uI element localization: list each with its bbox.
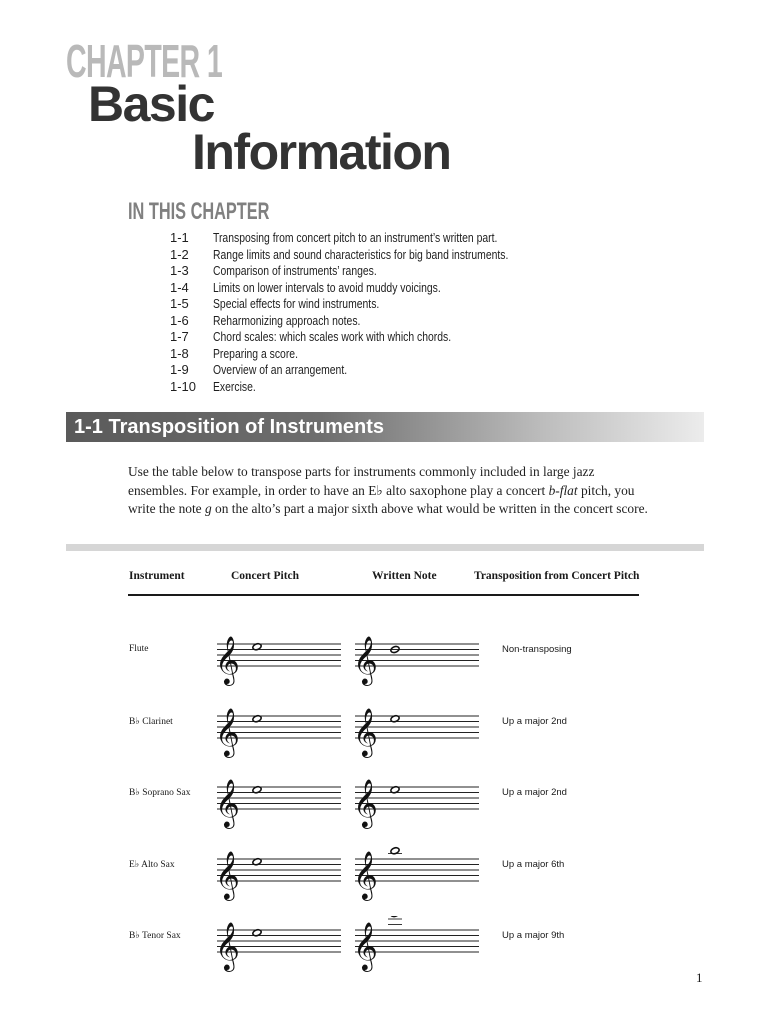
treble-clef-icon: 𝄞	[353, 635, 378, 684]
written-note-staff	[353, 845, 483, 907]
chapter-label: CHAPTER 1	[66, 35, 223, 87]
header-concert-pitch: Concert Pitch	[231, 570, 300, 582]
instrument-name: B♭ Tenor Sax	[129, 931, 181, 941]
chapter-contents-number: 1-8	[170, 345, 189, 361]
table-row	[0, 773, 768, 843]
written-note-staff	[353, 773, 483, 835]
chapter-contents-item	[170, 362, 582, 379]
instrument-name: Flute	[129, 644, 149, 654]
chapter-contents-number: 1-2	[170, 246, 189, 262]
whole-note	[390, 916, 400, 918]
chapter-contents-number: 1-3	[170, 263, 189, 278]
chapter-contents-number: 1-6	[170, 312, 189, 328]
chapter-contents-text: Exercise.	[213, 378, 256, 394]
intro-text-3: pitch, you write the note	[128, 482, 635, 516]
gray-divider	[66, 544, 704, 551]
transposition-value: Non-transposing	[502, 644, 572, 655]
table-row	[0, 845, 768, 915]
section-title: 1-1 Transposition of Instruments	[74, 416, 385, 438]
intro-emphasis-g: g	[204, 501, 212, 516]
written-note-staff	[353, 916, 483, 978]
concert-pitch-staff	[215, 702, 345, 764]
header-written-note: Written Note	[372, 570, 437, 582]
chapter-contents-text: Transposing from concert pitch to an instrument’s written part.	[213, 230, 498, 245]
chapter-contents-number: 1-1	[170, 230, 189, 245]
chapter-contents-number: 1-7	[170, 329, 189, 344]
chapter-contents-list	[170, 230, 582, 395]
chapter-contents-item	[170, 313, 582, 330]
table-row	[0, 702, 768, 772]
concert-pitch-staff	[215, 845, 345, 907]
treble-clef-icon: 𝄞	[215, 778, 240, 827]
instrument-name: E♭ Alto Sax	[129, 859, 175, 870]
chapter-contents-item	[170, 379, 582, 396]
chapter-contents-item	[170, 329, 582, 346]
instrument-name: B♭ Soprano Sax	[129, 788, 191, 798]
chapter-contents-number: 1-9	[170, 362, 189, 377]
header-instrument: Instrument	[129, 570, 185, 582]
treble-clef-icon: 𝄞	[353, 706, 378, 756]
section-banner	[66, 412, 704, 442]
chapter-contents-item	[170, 263, 582, 280]
chapter-contents-text: Chord scales: which scales work with which chords.	[213, 329, 452, 344]
chapter-contents-number: 1-5	[170, 296, 189, 311]
chapter-contents-item	[170, 247, 582, 264]
written-note-staff	[353, 630, 483, 692]
concert-pitch-staff	[215, 630, 345, 692]
chapter-title-line-1: Basic	[88, 76, 214, 132]
in-this-chapter-heading: IN THIS CHAPTER	[128, 198, 270, 225]
chapter-contents-text: Reharmonizing approach notes.	[213, 312, 361, 328]
treble-clef-icon: 𝄞	[353, 778, 378, 827]
transposition-value: Up a major 9th	[502, 930, 565, 941]
intro-text-2: alto saxophone play a concert	[382, 482, 549, 498]
treble-clef-icon: 𝄞	[215, 849, 240, 899]
page-number: 1	[696, 970, 703, 985]
chapter-contents-item	[170, 296, 582, 313]
chapter-contents-item	[170, 346, 582, 363]
transposition-value: Up a major 2nd	[502, 787, 567, 798]
instrument-name: B♭ Clarinet	[129, 716, 173, 727]
chapter-contents-text: Comparison of instruments’ ranges.	[213, 263, 377, 278]
transposition-value: Up a major 6th	[502, 858, 565, 870]
chapter-contents-text: Overview of an arrangement.	[213, 362, 348, 377]
chapter-contents-text: Special effects for wind instruments.	[213, 296, 380, 311]
header-transposition: Transposition from Concert Pitch	[474, 570, 640, 582]
concert-pitch-staff	[215, 773, 345, 835]
concert-pitch-staff	[215, 916, 345, 978]
chapter-contents-number: 1-4	[170, 279, 189, 295]
table-row	[0, 630, 768, 700]
chapter-contents-item	[170, 280, 582, 297]
header-rule	[128, 594, 639, 596]
chapter-contents-text: Preparing a score.	[213, 345, 298, 361]
intro-paragraph	[128, 463, 648, 519]
chapter-contents-text: Range limits and sound characteristics for big band instruments.	[213, 246, 509, 262]
flat-sign: ♭	[376, 482, 383, 498]
chapter-title-line-2: Information	[192, 124, 451, 180]
treble-clef-icon: 𝄞	[215, 921, 240, 970]
treble-clef-icon: 𝄞	[215, 635, 240, 684]
transposition-value: Up a major 2nd	[502, 715, 567, 727]
written-note-staff	[353, 702, 483, 764]
chapter-contents-number: 1-10	[170, 378, 197, 394]
chapter-contents-text: Limits on lower intervals to avoid muddy voicings.	[213, 279, 441, 295]
treble-clef-icon: 𝄞	[353, 921, 378, 970]
intro-text-1: Use the table below to transpose parts for instruments commonly included in large jazz ensembles. For example, in order to have an E	[128, 464, 595, 498]
intro-emphasis-b-flat: b-flat	[548, 482, 578, 498]
chapter-contents-item	[170, 230, 582, 247]
treble-clef-icon: 𝄞	[215, 706, 240, 756]
treble-clef-icon: 𝄞	[353, 849, 378, 899]
intro-text-4: on the alto’s part a major sixth above what would be written in the concert score.	[211, 501, 648, 516]
table-row	[0, 916, 768, 986]
